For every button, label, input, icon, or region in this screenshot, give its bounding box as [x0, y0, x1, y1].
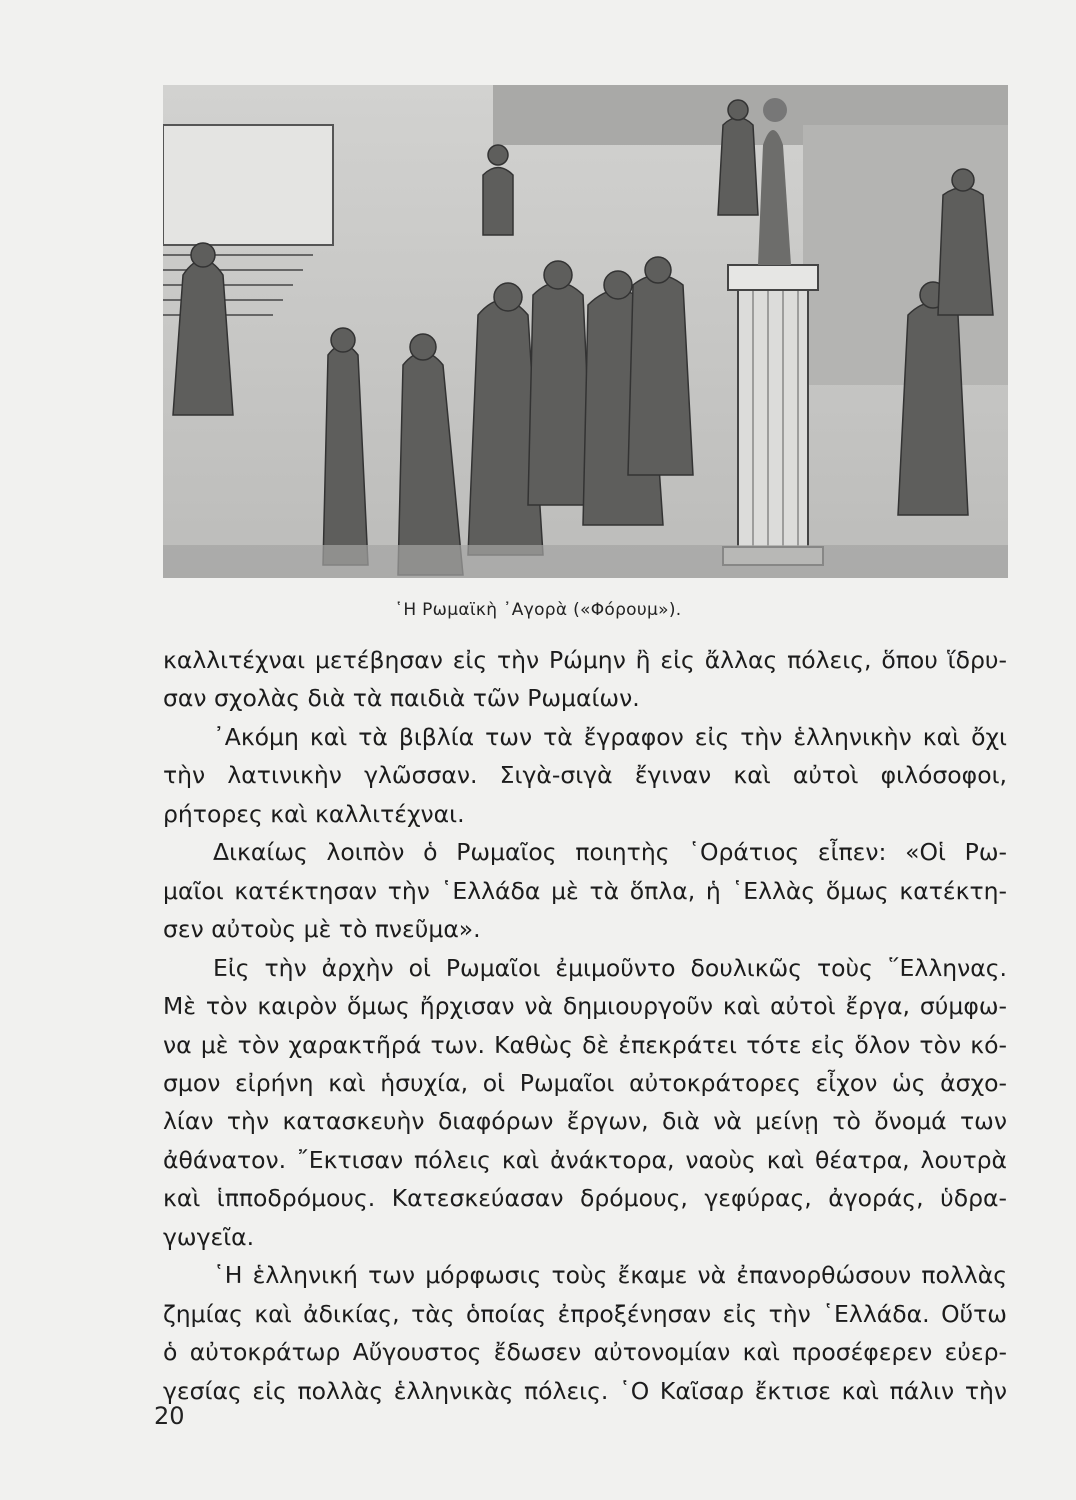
text-line: σαν σχολὰς διὰ τὰ παιδιὰ τῶν Ρωμαίων.: [163, 684, 640, 713]
page-number: 20: [154, 1402, 185, 1430]
text-line: τὴν λατινικὴν γλῶσσαν. Σιγὰ-σιγὰ ἔγιναν καὶ αὐτοὶ φιλόσοφοι,: [163, 761, 1007, 790]
illustration-roman-forum: [163, 85, 1008, 578]
text-line: ᾿Ακόμη καὶ τὰ βιβλία των τὰ ἔγραφον εἰς τὴν ἑλληνικὴν καὶ ὄχι: [213, 722, 1007, 751]
text-line: καὶ ἱπποδρόμους. Κατεσκεύασαν δρόμους, γεφύρας, ἀγοράς, ὑδρα-: [163, 1184, 1007, 1213]
text-line: ὁ αὐτοκράτωρ Αὔγουστος ἔδωσεν αὐτονομίαν καὶ προσέφερεν εὐερ-: [163, 1338, 1007, 1367]
text-line: ρήτορες καὶ καλλιτέχναι.: [163, 799, 465, 828]
text-line: μαῖοι κατέκτησαν τὴν ῾Ελλάδα μὲ τὰ ὅπλα, ἡ ῾Ελλὰς ὅμως κατέκτη-: [163, 876, 1007, 905]
text-line: ἀθάνατον. ῎Εκτισαν πόλεις καὶ ἀνάκτορα, ναοὺς καὶ θέατρα, λουτρὰ: [163, 1145, 1007, 1174]
text-line: να μὲ τὸν χαρακτῆρά των. Καθὼς δὲ ἐπεκράτει τότε εἰς ὅλον τὸν κό-: [163, 1030, 1007, 1059]
text-line: καλλιτέχναι μετέβησαν εἰς τὴν Ρώμην ἢ εἰς ἄλλας πόλεις, ὅπου ἵδρυ-: [163, 646, 1007, 674]
figure-caption: ῾Η Ρωμαϊκὴ ᾿Αγορὰ («Φόρουμ»).: [394, 600, 682, 620]
text-line: Μὲ τὸν καιρὸν ὅμως ἤρχισαν νὰ δημιουργοῦν καὶ αὐτοὶ ἔργα, σύμφω-: [163, 992, 1007, 1021]
text-line: ῾Η ἑλληνική των μόρφωσις τοὺς ἔκαμε νὰ ἐπανορθώσουν πολλὰς: [213, 1261, 1007, 1290]
text-line: Εἰς τὴν ἀρχὴν οἱ Ρωμαῖοι ἐμιμοῦντο δουλικῶς τοὺς ῞Ελληνας.: [213, 953, 1007, 982]
text-line: ζημίας καὶ ἀδικίας, τὰς ὁποίας ἐπροξένησαν εἰς τὴν ῾Ελλάδα. Οὕτω: [163, 1299, 1007, 1328]
text-line: γωγεῖα.: [163, 1222, 255, 1251]
text-line: γεσίας εἰς πολλὰς ἑλληνικὰς πόλεις. ῾Ο Καῖσαρ ἔκτισε καὶ πάλιν τὴν: [163, 1376, 1007, 1405]
text-line: Δικαίως λοιπὸν ὁ Ρωμαῖος ποιητὴς ῾Οράτιος εἶπεν: «Οἱ Ρω-: [213, 838, 1007, 867]
text-line: λίαν τὴν κατασκευὴν διαφόρων ἔργων, διὰ νὰ μείνῃ τὸ ὄνομά των: [163, 1107, 1007, 1136]
text-line: σμον εἰρήνη καὶ ἡσυχία, οἱ Ρωμαῖοι αὐτοκράτορες εἶχον ὡς ἀσχο-: [163, 1068, 1007, 1097]
text-line: σεν αὐτοὺς μὲ τὸ πνεῦμα».: [163, 915, 481, 944]
